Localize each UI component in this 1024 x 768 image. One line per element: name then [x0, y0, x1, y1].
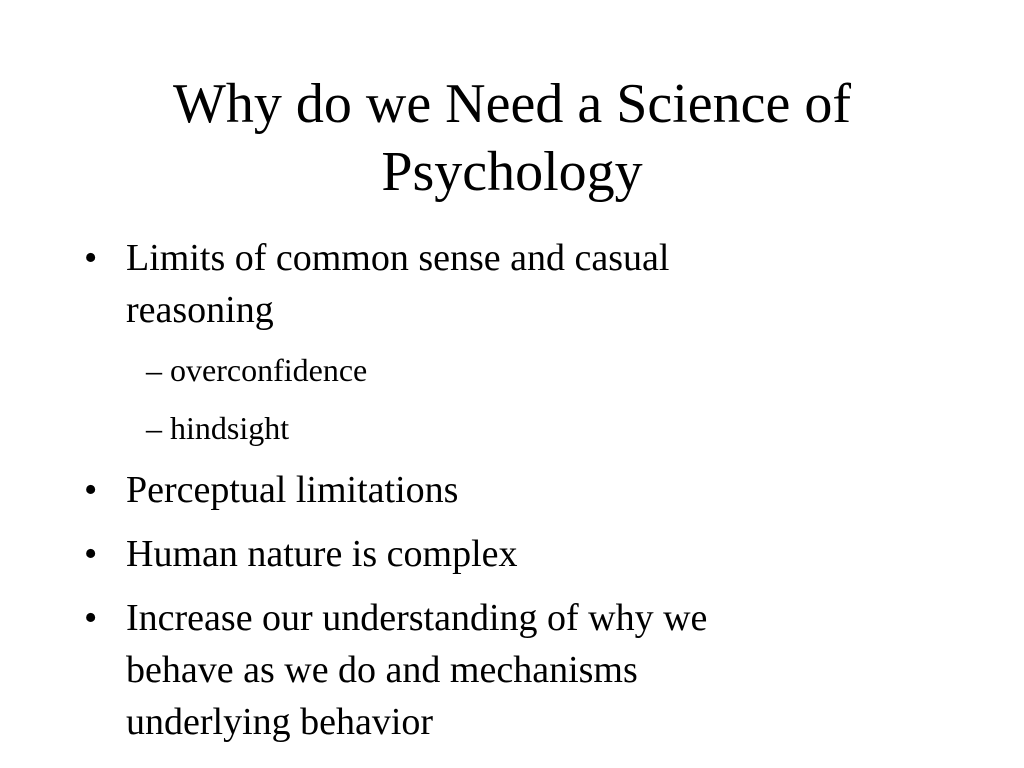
bullet-text-line-2: behave as we do and mechanisms	[126, 649, 638, 691]
sub-bullet-list	[126, 346, 944, 452]
bullet-text-line-1: Increase our understanding of why we	[126, 597, 708, 639]
slide-title	[80, 70, 944, 206]
sub-bullet-text: overconfidence	[170, 352, 368, 388]
bullet-text-line-1: Limits of common sense and casual	[126, 237, 670, 279]
bullet-item-perceptual	[84, 464, 944, 516]
bullet-text-line-1: Perceptual limitations	[126, 469, 459, 511]
bullet-text-line-1: Human nature is complex	[126, 533, 518, 575]
bullet-text-line-2: reasoning	[126, 289, 274, 331]
bullet-marker: •	[84, 469, 98, 511]
bullet-marker: •	[84, 597, 98, 639]
bullet-item-human-nature	[84, 528, 944, 580]
bullet-marker: •	[84, 533, 98, 575]
title-line-1: Why do we Need a Science of	[173, 73, 851, 135]
bullet-text-line-3: underlying behavior	[126, 701, 434, 743]
bullet-list	[84, 232, 944, 760]
sub-bullet-text: hindsight	[170, 410, 290, 446]
sub-bullet-overconfidence	[146, 346, 944, 394]
title-line-2: Psychology	[381, 141, 643, 203]
bullet-item-common-sense	[84, 232, 944, 452]
bullet-marker: •	[84, 237, 98, 279]
sub-bullet-hindsight	[146, 404, 944, 452]
bullet-item-understanding	[84, 592, 944, 748]
sub-bullet-marker: –	[146, 410, 162, 446]
sub-bullet-marker: –	[146, 352, 162, 388]
